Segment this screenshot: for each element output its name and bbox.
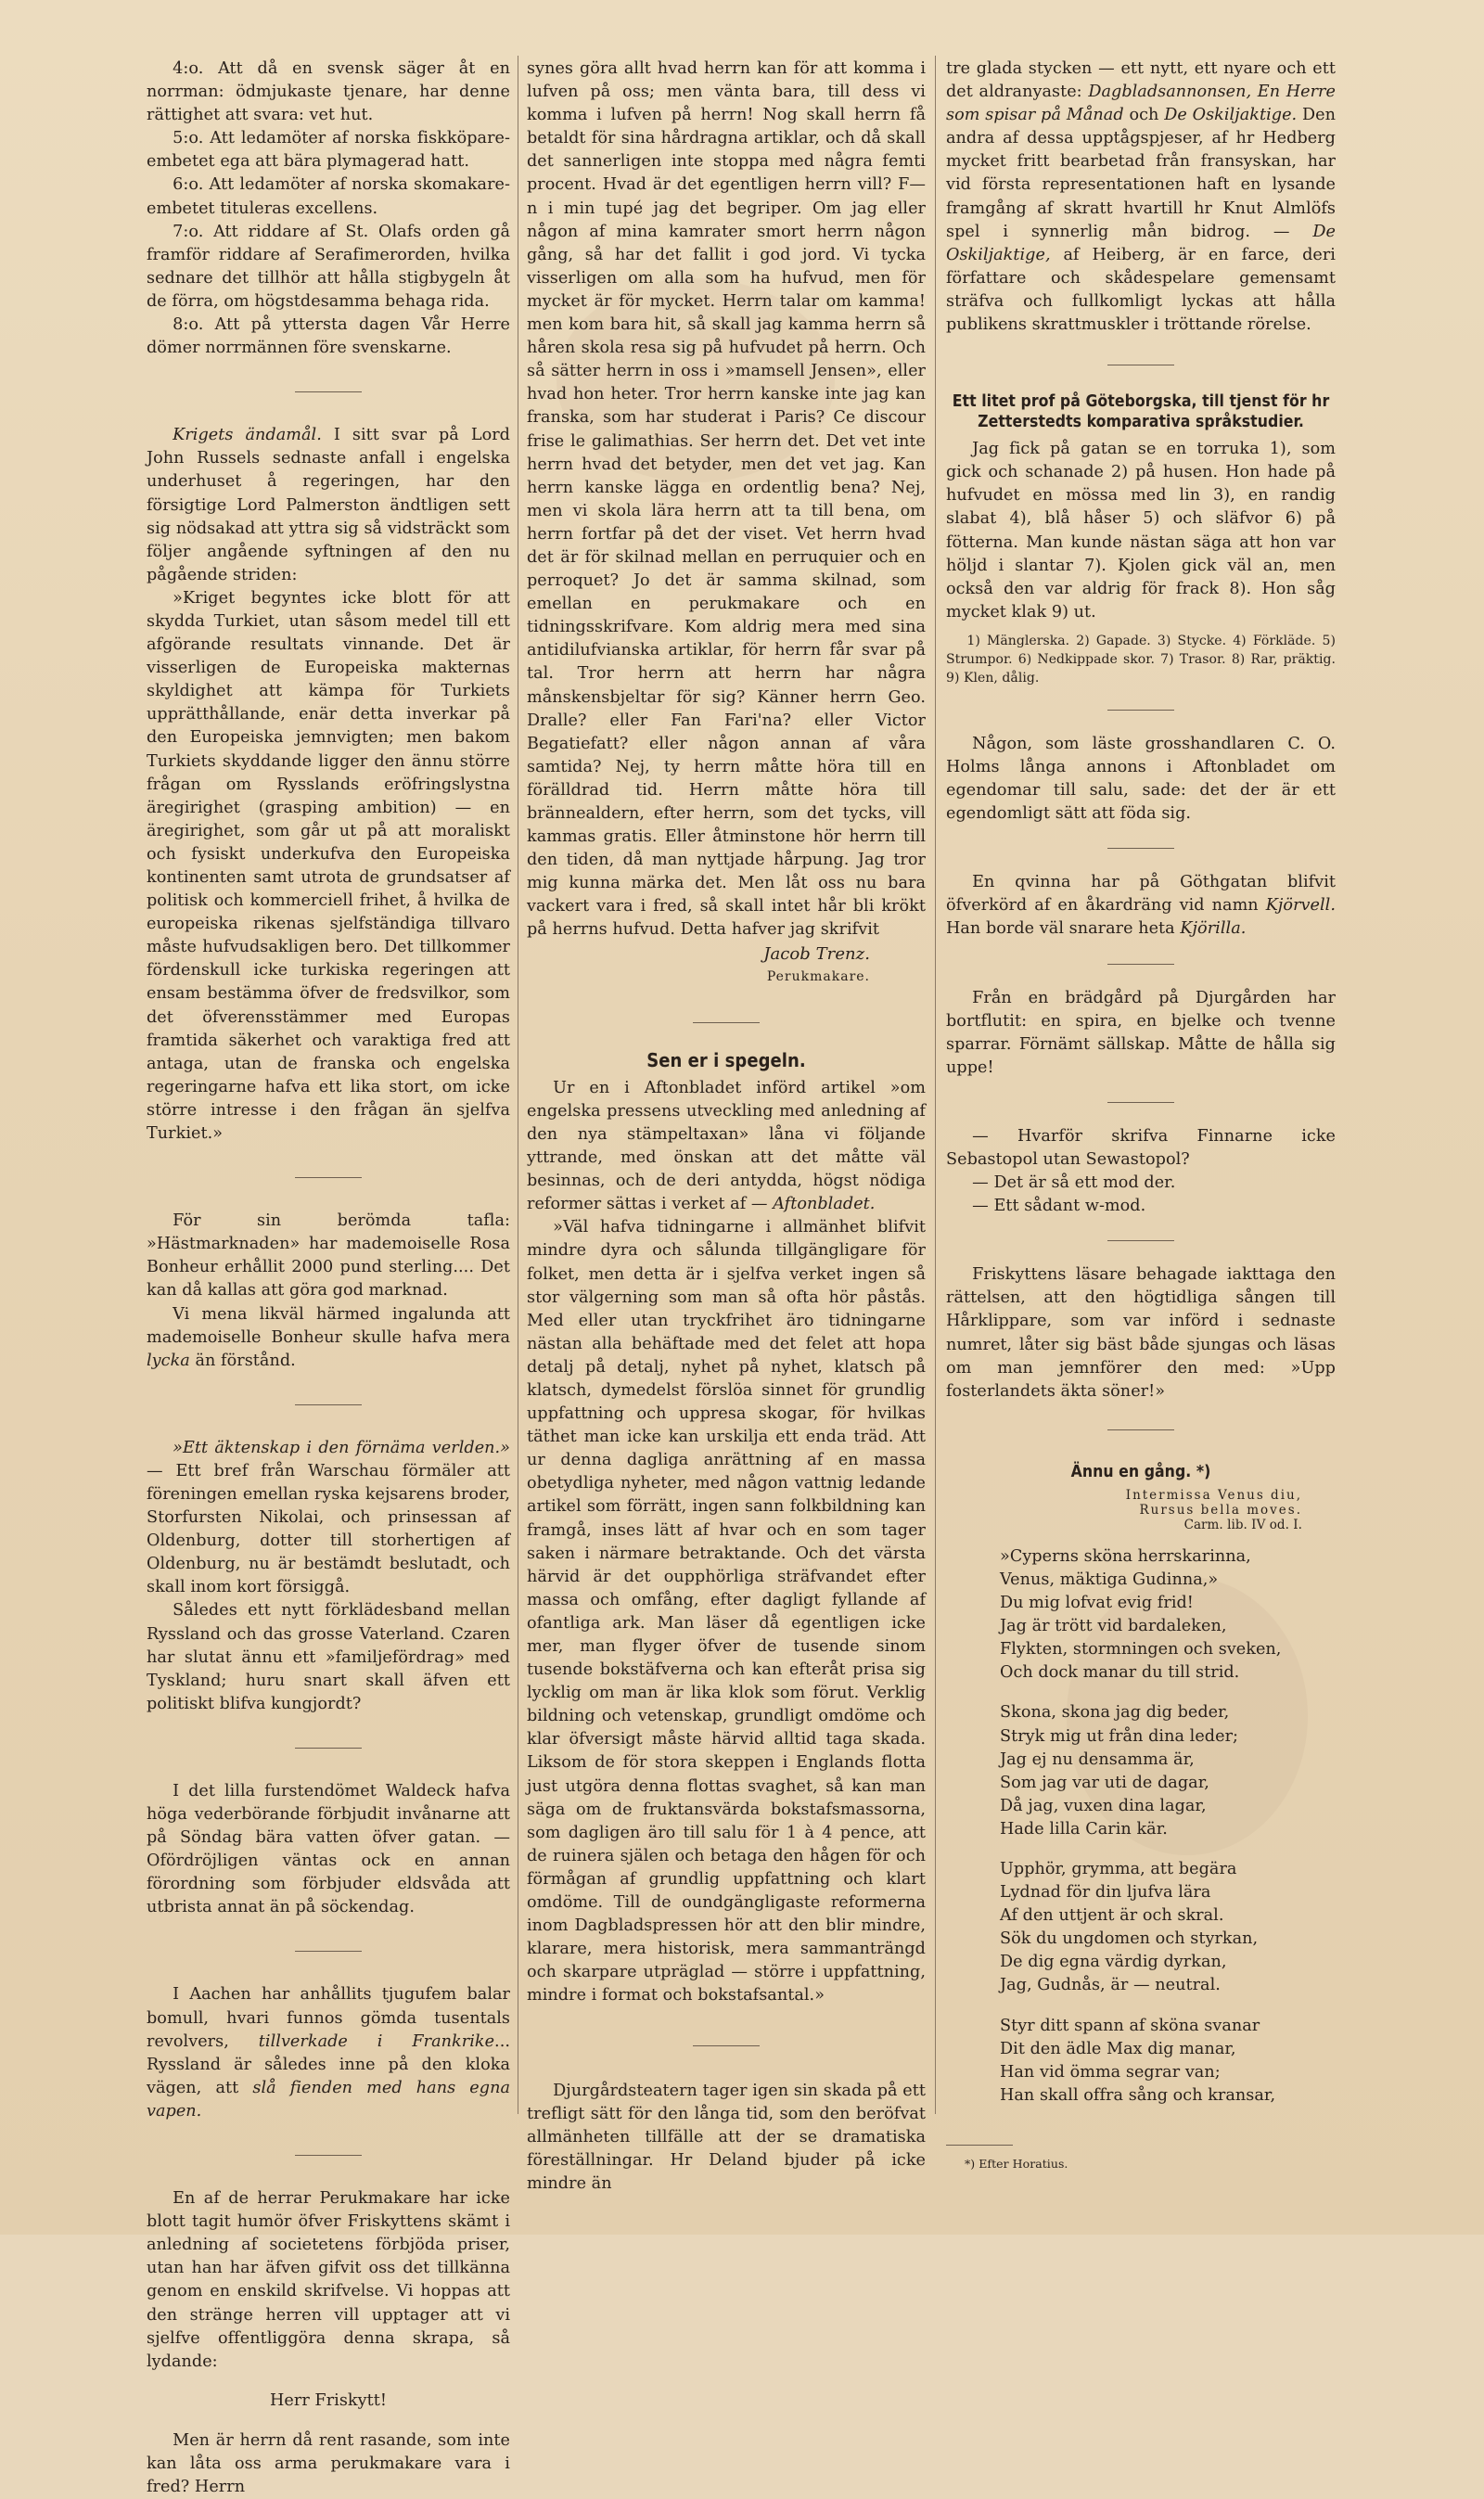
article-intro: [527, 1077, 926, 1217]
article-text: tre glada stycken — ett nytt, ett nyare och ett det aldranyaste:: [946, 59, 1336, 102]
poem-line: Då jag, vuxen dina lagar,: [1000, 1796, 1207, 1815]
article-aktenskap: [147, 1437, 510, 1600]
article-kjorvell: [946, 871, 1336, 941]
section-divider: [295, 1177, 362, 1178]
section-divider: [295, 1404, 362, 1405]
footnote: *) Efter Horatius.: [965, 2157, 1068, 2172]
article-text: För sin berömda tafla: »Hästmarknaden» har mademoiselle Rosa Bonheur erhållit: [147, 1211, 510, 1277]
article-friskytten: Friskyttens läsare behagade iakttaga den rättelsen, att den högtidliga sången till Hårklippare, som var införd i sednaste numret, låter sig bäst både sjungas och läsas om man jemnförer den med: »Upp fosterlandets äkta söner!»: [946, 1265, 1336, 1401]
article-bonheur: [147, 1210, 510, 1302]
section-divider: [1107, 1429, 1174, 1430]
emphasis-text: Kjörilla.: [1180, 919, 1247, 939]
dialog-line: — Det är så ett mod der.: [972, 1173, 1176, 1193]
section-divider: [1107, 1102, 1174, 1103]
article-krigets-andamal: [147, 424, 510, 587]
epigraph-line: Rursus bella moves.: [1139, 1502, 1302, 1518]
emphasis-text: De Oskiljaktige,: [946, 222, 1336, 264]
section-divider: [693, 2045, 760, 2046]
column-1: [147, 58, 510, 2497]
article-bonheur-2: [147, 1303, 510, 1373]
poem-line: Du mig lofvat evig frid!: [1000, 1594, 1194, 1613]
poem-line: Styr ditt spann af sköna svanar: [1000, 2016, 1260, 2035]
poem-line: Flykten, stormningen och sveken,: [1000, 1640, 1282, 1660]
list-item: 5:o. Att ledamöter af norska fiskköpare-embetet ega att bära plymagerad hatt.: [147, 129, 510, 172]
article-text: Ur en i Aftonbladet införd artikel »om engelska pressens utveckling med anledning af den nya stämpeltaxan» låna vi följande yttrande, med önskan att det måtte väl besinnas, och de deri antydda, högst nödiga reformer sättas i verket af —: [527, 1078, 926, 1214]
poem-line: Som jag var uti de dagar,: [1000, 1773, 1209, 1792]
article-text: Således ett nytt förklädesband mellan Ryssland och das grosse Vaterland. Czaren har slutat ännu ett »familjefördrag» med Tyskland; huru snart skall äfven ett politiskt blifva kungjordt?: [147, 1601, 510, 1713]
article-djurgardsteatern: Djurgårdsteatern tager igen sin skada på ett trefligt sätt för den långa tid, som den beröfvat allmänheten tillfälle att der se dramatiska föreställningar. Hr Deland bjuder på icke mindre än: [527, 2081, 926, 2193]
dialog-line: — Hvarför skrifva Finnarne icke Sebastopol utan Sewastopol?: [946, 1126, 1336, 1169]
section-divider: [295, 391, 362, 392]
article-holm: Någon, som läste grosshandlaren C. O. Holms långa annons i Aftonbladet om egendomar till salu, sade: det der är ett egendomligt sätt att föda sig.: [946, 734, 1336, 824]
article-text: af Heiberg, är en farce, deri författare och skådespelare gemensamt sträfva och fullkomligt lyckas att hålla publikens skrattmuskler i tröttande rörelse.: [946, 245, 1336, 335]
poem-line: Han vid ömma segrar van;: [1000, 2062, 1221, 2082]
epigraph-line: Intermissa Venus diu,: [1125, 1487, 1302, 1503]
article-text: En qvinna har på Göthgatan blifvit öfverkörd af en åkardräng vid namn: [946, 873, 1336, 916]
footnote-rule: [946, 2145, 1013, 2146]
dialog-line: — Ett sådant w-mod.: [972, 1197, 1146, 1216]
section-divider: [295, 2155, 362, 2156]
list-item: 6:o. Att ledamöter af norska skomakare-embetet tituleras excellens.: [147, 175, 510, 218]
article-text: — Ett bref från Warschau förmäler att föreningen emellan ryska kejsarens broder, Storfursten Nikolai, och prinsessan af Oldenburg, dotter till storhertigen af Oldenburg, nu är bestämdt beslutadt, och skall inom kort försiggå.: [147, 1461, 510, 1597]
article-title: »Ett äktenskap i den förnäma verlden.»: [173, 1438, 510, 1457]
emphasis-text: tillverkade i Frankrike: [258, 2031, 495, 2051]
poem-stanza: [1000, 1701, 1336, 1841]
letter-continued: synes göra allt hvad herrn kan för att komma i lufven på oss; men vänta bara, till dess vi komma i lufven på herrn! Nog skall herrn få betaldt för sina hårdragna artiklar, och då skall det sannerligen inte stoppa med några femti procent. Hvad är det egentligen herrn vill? F—n i min tupé jag det begriper. Om jag eller någon af mina kamrater smort herrn någon gång, så har det fallit i god jord. Vi tycka visserligen om alla som ha hufvud, men för mycket är för mycket. Herrn talar om kamma! men kom bara hit, så skall jag kamma herrn så håren skola resa sig på hufvudet på herrn. Och så sätter herrn in oss i »mamsell Jensen», eller hvad hon heter. Tror herrn kanske inte jag kan franska, som har studerat i Paris? Ce discour frise le galimathias. Ser herrn det. Det vet inte herrn hvad det betyder, men det vet jag. Kan herrn kanske lägga en ordentlig bena? Nej, men vi skola lära herrn att ta till bena, om herrn fortfar på det der viset. Vet herrn hvad det är för skilnad mellan en perruquier och en perroquet? Jo det är samma skilnad, som emellan en perukmakare och en tidningsskrifvare. Kom aldrig mera med sina antidilufvianska artiklar, för herrn får svar på tal. Tror herrn att herrn har några månskensbjeltar för sig? Känner herrn Geo. Dralle? eller Fan Fari'na? eller Victor Begatiefatt? eller någon annan af våra samtida? Nej, ty herrn måtte höra till en förälldrad tid. Herrn måtte höra till brännealdern, efter herrn, som det tycks, vill kammas gratis. Eller åtminstone hör herrn till den tiden, då man nyttjade hårpung. Jag tror mig kunna märka det. Men låt oss nu bara vackert vara i fred, så skall intet hår bli krökt på herrns hufvud. Detta hafver jag skrifvit: [527, 59, 926, 940]
article-text: pund sterling.... Det kan då kallas att göra god marknad.: [147, 1258, 510, 1301]
emphasis-text: Dagbladsannonsen, En Herre som spisar på Månad: [946, 83, 1336, 125]
article-quote: »Väl hafva tidningarne i allmänhet blifvit mindre dyra och sålunda tillgängligare för folket, men detta är i sjelfva verket ingen så stor välgerning som man så ofta hör påstås. Med eller utan tryckfrihet äro tidningarne nästan alla behäftade med det felet att hopa detalj på detalj, nyhet på nyhet, klatsch på klatsch, dymedelst förslöa sinnet för grundlig uppfattning och uppresa skogar, för hvilkas täthet man icke kan urskilja ett enda träd. Att ur denna dagliga anrättning af en massa obetydliga nyheter, med någon vattnig ledande artikel som förrätt, ingen sann folkbildning kan framgå, inses lätt af hvar och en som tager saken i närmare betraktande. Och det värsta härvid är det oupphörliga sträfvandet efter massa och omfång, efter dagligt fyllande af ofantliga ark. Man läser då egentligen icke mer, man flyger öfver de tusende sinom tusende bokstäfverna och kan efteråt prisa sig lycklig om man är lika klok som förut. Verklig bildning och vetenskap, grundligt omdöme och klar öfversigt måste härvid alltid taga skada. Liksom de för stora skeppen i Englands flotta just utgöra denna flottas svaghet, så kan man säga om de fruktansvärda bokstafsmassorna, som dagligen äro till salu för 1 à 4 pence, att de ruinera själen och betaga den hågen för och förmågan af grundlig uppfattning och klart omdöme. Till de oundgängligaste reformerna inom Dagbladspressen hör att den blir mindre, klarare, mera historisk, mera sammanträngd och skarpare utpräglad — större i uppfattning, mindre i format och bokstafsantal.»: [527, 1218, 926, 2006]
article-text: än förstånd.: [195, 1351, 296, 1370]
list-item: 4:o. Att då en svensk säger åt en norrman: ödmjukaste tjenare, har denne rättighet att svara: vet hut.: [147, 59, 510, 125]
signature-title: Perukmakare.: [766, 968, 870, 984]
article-text: Han borde väl snarare heta: [946, 919, 1175, 939]
article-text: I sitt svar på Lord John Russels sednaste anfall i engelska underhuset å regeringen, har den försigtige Lord Palmerston ändtligen sett sig nödsakad att yttra sig så vidsträckt som följer angående syftningen af den nu pågående striden:: [147, 426, 510, 584]
section-divider: [1107, 848, 1174, 849]
poem-line: Jag ej nu densamma är,: [1000, 1749, 1195, 1769]
article-quote: »Kriget begyntes icke blott för att skydda Turkiet, utan såsom medel till ett afgörande resultats vinnande. Det är visserligen de Europeiska makternas skyldighet att kämpa för Turkiets upprätthållande, enär detta inverkar på den Europeiska jemnvigten; men bakom Turkiets skyddande ligger den ännu större frågan om Rysslands eröfringslystna äregirighet (grasping ambition) — en äregirighet, som går ut på att moraliskt och fysiskt underkufva den Europeiska kontinenten samt utrota de grundsatser af politisk och kommerciell frihet, å hvilka de europeiska rikenas sjelfständiga tillvaro måste hufvudsakligen bero. Det tillkommer fördenskull icke turkiska regeringen att ensam bestämma öfver de fredsvilkor, som det öfverensstämmer med Europas framtida säkerhet och varaktiga fred att antaga, utan de franska och engelska regeringarne hafva ett lika stort, om icke större intresse i den frågan än sjelfva Turkiet.»: [147, 588, 510, 1144]
poem-line: Venus, mäktiga Gudinna,»: [1000, 1570, 1219, 1589]
list-item: 8:o. Att på yttersta dagen Vår Herre dömer norrmännen före svenskarne.: [147, 315, 510, 358]
emphasis-text: slå fienden med hans egna vapen.: [147, 2078, 510, 2121]
article-aachen: [147, 1983, 510, 2123]
poem-line: Upphör, grymma, att begära: [1000, 1859, 1237, 1878]
section-divider: [1107, 964, 1174, 965]
section-divider: [693, 1022, 760, 1023]
poem-stanza: [1000, 1545, 1336, 1685]
article-text: Jag fick på gatan se en torruka 1), som gick och schanade 2) på husen. Hon hade på hufvudet en mössa med lin 3), en randig slabat 4), blå håser 5) och släfvor 6) på fötterna. Man kunde nästan säga att hon var höljd i slantar 7). Kjolen gick väl an, men också den var aldrig för frack 8). Hon såg mycket klak 9) ut.: [946, 440, 1336, 622]
letter-text: Men är herrn då rent rasande, som inte kan låta oss arma perukmakare vara i fred? Herrn: [147, 2431, 510, 2497]
article-heading: Ett litet prof på Göteborgska, till tjenst för hr Zetterstedts komparativa språkstudier.: [952, 392, 1330, 432]
column-rule: [935, 56, 936, 2114]
article-text: Vi mena likväl härmed ingalunda att mademoiselle Bonheur skulle hafva mera: [147, 1304, 510, 1347]
poem-line: Af den uttjent är och skral.: [1000, 1906, 1224, 1926]
poem-stanza: [1000, 2015, 1336, 2108]
emphasis-text: De Oskiljaktige.: [1164, 106, 1298, 125]
emphasis-text: Kjörvell.: [1265, 896, 1336, 916]
poem-line: Jag är trött vid bardaleken,: [1000, 1617, 1227, 1636]
emphasis-text: Aftonbladet.: [773, 1195, 876, 1214]
article-text: ... Ryssland är således inne på den kloka vägen, att: [147, 2031, 510, 2097]
poem-line: Lydnad för din ljufva lära: [1000, 1883, 1211, 1903]
list-item: 7:o. Att riddare af St. Olafs orden gå framför riddare af Serafimerorden, hvilka sednare det tillhör att hålla stigbygeln åt de förra, om högstdesamma behaga rida.: [147, 222, 510, 311]
signature-name: Jacob Trenz.: [763, 943, 870, 964]
column-3: [946, 58, 1336, 2198]
article-text: Den andra af dessa upptågspjeser, af hr Hedberg mycket fritt bearbetad från fransyskan, har vid första representationen haft en lysande framgång af skratt hvartill hr Knut Almlöfs spel i synnerlig mån bidrog. —: [946, 106, 1336, 241]
section-divider: [295, 1748, 362, 1749]
section-divider: [295, 1951, 362, 1952]
price-number: 2000: [291, 1258, 334, 1277]
poem-line: Dit den ädle Max dig manar,: [1000, 2039, 1236, 2058]
section-divider: [1107, 710, 1174, 711]
letter-salutation: Herr Friskytt!: [270, 2391, 387, 2411]
article-title: Krigets ändamål.: [173, 426, 322, 445]
section-divider: [1107, 1240, 1174, 1241]
article-text: I Aachen har anhållits tjugufem balar bomull, hvari funnos gömda tusentals revolvers,: [147, 1985, 510, 2051]
article-perukmakare: En af de herrar Perukmakare har icke blott tagit humör öfver Friskyttens skämt i anledning af societetens förbjöda priser, utan han har äfven gifvit oss det tillkänna genom en enskild skrifvelse. Vi hoppas att den stränge herren vill upptager att vi sjelfve offentliggöra denna skrapa, så lydande:: [147, 2189, 510, 2371]
article-text: och: [1129, 106, 1159, 125]
article-heading: Sen er i spegeln.: [646, 1048, 806, 1071]
column-2: [527, 58, 926, 2198]
article-bradgard: Från en brädgård på Djurgården har bortflutit: en spira, en bjelke och tvenne sparrar. Förnämt sällskap. Måtte de hålla sig uppe!: [946, 988, 1336, 1077]
signature: [527, 942, 926, 989]
poem-line: Han skall offra sång och kransar,: [1000, 2085, 1276, 2105]
theatre-review: [946, 58, 1336, 337]
poem-stanza: [1000, 1858, 1336, 1998]
poem-line: Sök du ungdomen och styrkan,: [1000, 1929, 1259, 1949]
glossary-notes: 1) Mänglerska. 2) Gapade. 3) Stycke. 4) Förkläde. 5) Strumpor. 6) Nedkippade skor. 7) Trasor. 8) Rar, präktig. 9) Klen, dålig.: [946, 633, 1336, 686]
emphasis-text: lycka: [147, 1351, 190, 1370]
poem-line: Och dock manar du till strid.: [1000, 1663, 1240, 1683]
epigraph-source: Carm. lib. IV od. I.: [1183, 1517, 1302, 1532]
poem-line: Hade lilla Carin kär.: [1000, 1819, 1168, 1839]
article-waldeck: I det lilla furstendömet Waldeck hafva höga vederbörande förbjudit invånarne att på Söndag bära vatten öfver gatan. — Ofördröjligen väntas ock en annan förordning som förbjuder eldsvåda att utbrista annat än på söckendag.: [147, 1781, 510, 1917]
poem-line: Jag, Gudnås, är — neutral.: [1000, 1976, 1221, 1995]
poem-epigraph: [946, 1488, 1302, 1532]
poem-line: De dig egna värdig dyrkan,: [1000, 1953, 1227, 1972]
poem: [1000, 1545, 1336, 2108]
poem-line: »Cyperns sköna herrskarinna,: [1000, 1546, 1251, 1566]
poem-line: Stryk mig ut från dina leder;: [1000, 1726, 1239, 1746]
poem-line: Skona, skona jag dig beder,: [1000, 1703, 1230, 1723]
poem-title: Ännu en gång. *): [1070, 1462, 1211, 1481]
